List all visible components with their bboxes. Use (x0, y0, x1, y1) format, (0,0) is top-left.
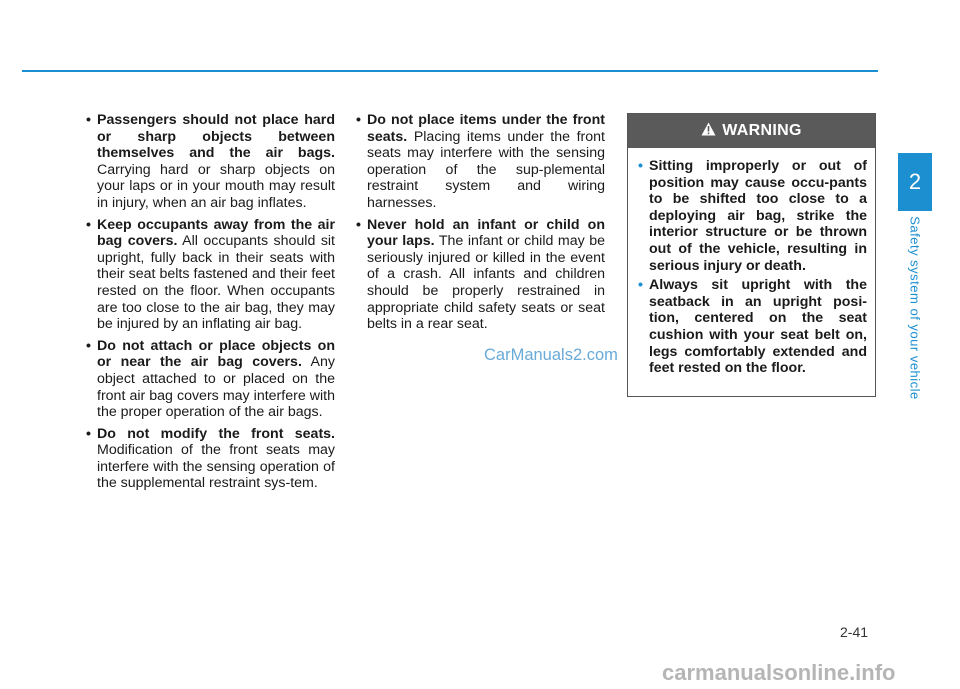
warning-box (627, 113, 876, 397)
chapter-tab: 2 (898, 153, 932, 211)
column-middle (356, 112, 605, 338)
top-rule (22, 70, 878, 72)
item-heading: Never hold an infant or child on your laps. (367, 216, 605, 250)
warning-title: WARNING (722, 122, 802, 139)
warning-item (638, 277, 867, 377)
list-item (86, 112, 335, 212)
item-body: The infant or child may be seriously injured or killed in the event of a crash. All infants and children should be properly restrained in appropriate child safety seats or seat belts in a rear seat. (367, 233, 605, 333)
warning-triangle-icon (701, 122, 716, 141)
item-body: All occupants should sit upright, fully back in their seats with their seat belts fastened and their feet rested on the floor. When occupants are too close to the air bag, they may be injured by an inflating air bag. (97, 233, 336, 333)
watermark: CarManuals2.com (484, 346, 618, 364)
bullet: • (86, 337, 91, 354)
item-heading: Passengers should not place hard or sharp objects between themselves and the air bags. (97, 112, 335, 162)
warning-text: Always sit upright with the seatback in an upright posi-tion, centered on the seat cushion with your seat belt on, legs comfortably extended and feet rested on the floor. (649, 277, 867, 377)
item-body: Modification of the front seats may interfere with the sensing operation of the supplemental restraint sys-tem. (97, 442, 335, 492)
list-item (356, 217, 605, 333)
warning-item (638, 158, 867, 274)
bullet: • (638, 277, 643, 294)
column-left (86, 112, 335, 497)
bullet: • (86, 112, 91, 128)
item-heading: Do not place items under the front seats. (367, 112, 605, 145)
list-item (356, 112, 605, 212)
chapter-title (907, 217, 923, 399)
item-heading: Do not modify the front seats. (97, 425, 335, 442)
bullet: • (356, 216, 361, 233)
list-item (86, 217, 335, 333)
list-item (86, 426, 335, 492)
item-heading: Do not attach or place objects on or near the air bag covers. (97, 337, 335, 371)
list-item (86, 338, 335, 421)
bullet: • (86, 425, 91, 442)
item-body: Placing items under the front seats may interfere with the sensing operation of the sup-plemental restraint system and wiring harnesses. (367, 128, 605, 211)
page-number: 2-41 (840, 624, 869, 640)
item-body: Carrying hard or sharp objects on your laps or in your mouth may result in injury, when an air bag inflates. (97, 161, 335, 211)
bullet: • (356, 112, 361, 128)
bullet: • (86, 216, 91, 233)
warning-body (628, 148, 875, 377)
item-body: Any object attached to or placed on the front air bag covers may interfere with the proper operation of the air bags. (97, 354, 335, 421)
warning-text: Sitting improperly or out of position may cause occu-pants to be shifted too close to a deploying air bag, strike the interior structure or be thrown out of the vehicle, resulting in serious injury or death. (649, 158, 867, 274)
chapter-title-text: Safety system of your vehicle (907, 216, 923, 400)
footer-watermark: carmanualsonline.info (662, 660, 896, 685)
item-heading: Keep occupants away from the air bag covers. (97, 216, 335, 250)
warning-header (628, 114, 875, 148)
bullet: • (638, 158, 643, 174)
